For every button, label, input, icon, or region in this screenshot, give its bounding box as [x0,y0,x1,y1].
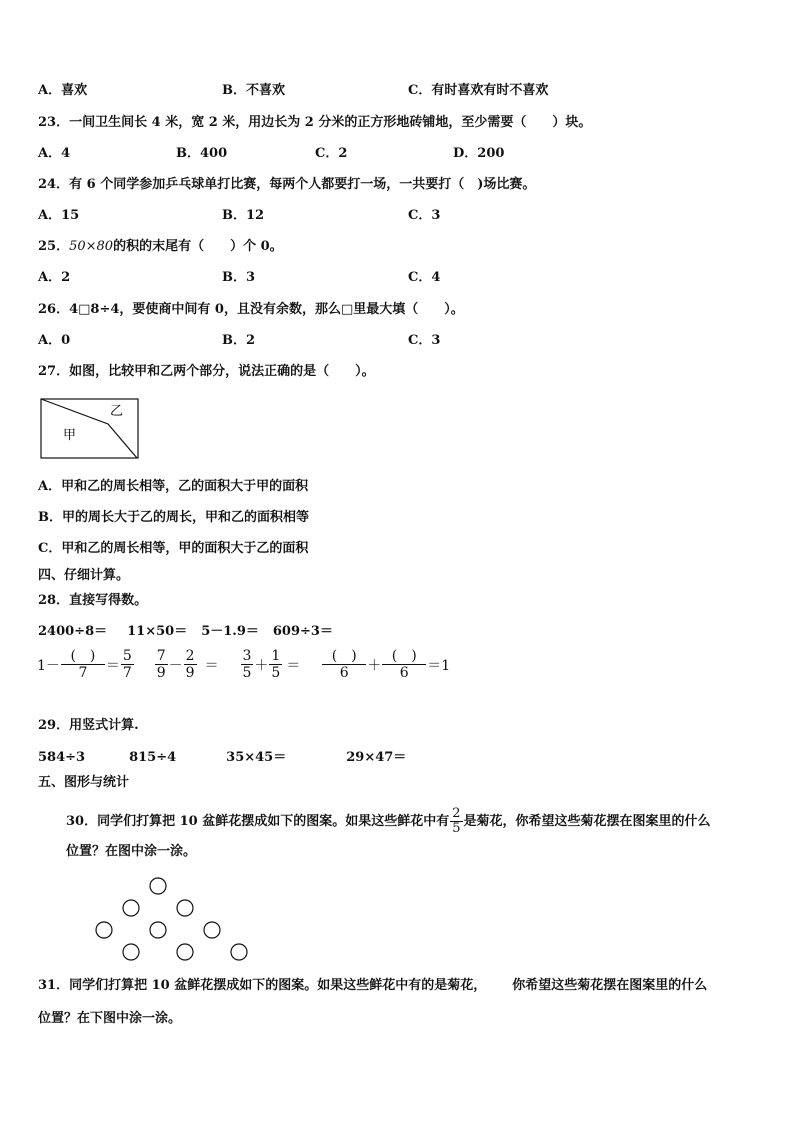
flower-circle[interactable] [96,922,112,938]
denominator: 7 [78,665,88,681]
q30-line2: 位置？在图中涂一涂。 [66,844,197,859]
q28-row2 [36,648,451,681]
q28-e2-eq: ＝ [204,657,219,674]
denominator: 9 [156,665,166,681]
q28-e2-frac1 [155,648,168,681]
numerator: 7 [156,648,166,664]
q29-item: 815÷4 [129,750,177,765]
denominator: 6 [399,665,409,681]
section-4-title: 四、仔细计算。 [38,568,130,583]
q27-option-b: B．甲的周长大于乙的周长，甲和乙的面积相等 [38,510,309,525]
q28-e4-frac2 [382,648,426,681]
q31-part2: 你希望这些菊花摆在图案里的什么 [512,978,708,993]
q28-e1-lead: 1－ [37,657,60,674]
q27-label-yi: 乙 [110,404,124,419]
q23-option-d: D．200 [453,146,505,161]
q28-e3-frac1 [241,648,254,681]
numerator: 5 [122,648,132,664]
flower-circle[interactable] [231,944,247,960]
q23-option-b: B．400 [176,146,228,161]
q25-text [38,239,283,255]
q28-row1-item: 2400÷8＝ [38,624,108,639]
q23-option-a: A．4 [38,146,71,161]
q27-text: 27．如图，比较甲和乙两个部分，说法正确的是（ ）。 [38,364,375,379]
flower-circle[interactable] [177,900,193,916]
q28-e4-eq: ＝1 [427,657,451,674]
q28-e4-op: ＋ [367,657,382,674]
q28-e1-eq: ＝ [105,657,120,674]
q29-row [38,750,406,766]
q25-prefix: 25． [38,239,70,254]
q27-option-a: A．甲和乙的周长相等，乙的面积大于甲的面积 [38,479,309,494]
q24-option-a: A．15 [38,208,80,223]
q28-e2-frac2 [184,648,197,681]
denominator: 5 [452,821,461,836]
q27-rectangle [41,399,138,458]
flower-circle[interactable] [150,922,166,938]
q25-expression: 50×80 [69,239,114,254]
numerator: ( ) [322,648,366,665]
q29-item: 35×45＝ [226,750,287,765]
flower-pattern [88,872,258,964]
q31-part1: 31．同学们打算把 10 盆鲜花摆成如下的图案。如果这些鲜花中有的是菊花， [38,978,487,993]
q28-e3-op: ＋ [254,657,269,674]
q29-text: 29．用竖式计算. [38,718,139,733]
q28-row1-item: 609÷3＝ [272,624,333,639]
q22-option-a: A．喜欢 [38,83,88,98]
section-5-title: 五、图形与统计 [38,775,130,790]
q24-option-b: B．12 [222,208,265,223]
q28-e4-frac1 [322,648,366,681]
q25-suffix: 的积的末尾有（ ）个 0。 [113,239,283,254]
denominator: 6 [339,665,349,681]
q31-line2: 位置？在下图中涂一涂。 [38,1011,182,1026]
q30-prefix: 30．同学们打算把 10 盆鲜花摆成如下的图案。如果这些鲜花中有 [66,814,450,829]
q28-row1-item: 5－1.9＝ [201,624,259,639]
numerator: ( ) [61,648,105,665]
q27-figure [40,398,140,460]
q28-e3-frac2 [269,648,282,681]
q23-text: 23．一间卫生间长 4 米，宽 2 米，用边长为 2 分米的正方形地砖铺地，至少需要（ ）块。 [38,115,592,130]
q26-text: 26．4□8÷4，要使商中间有 0，且没有余数，那么□里最大填（ ）。 [38,302,464,317]
flower-circle[interactable] [177,944,193,960]
flower-circle[interactable] [123,900,139,916]
numerator: 2 [452,806,461,821]
denominator: 9 [185,665,195,681]
q26-option-b: B．2 [222,333,256,348]
q28-text: 28．直接写得数。 [38,593,148,608]
q28-e1-fraction [61,648,105,681]
numerator: 3 [242,648,252,664]
q28-row1-item: 11×50＝ [127,624,188,639]
flower-circle[interactable] [204,922,220,938]
q29-item: 29×47＝ [346,750,407,765]
q28-e2-op: － [168,657,183,674]
numerator: ( ) [382,648,426,665]
q29-item: 584÷3 [38,750,86,765]
q28-row1 [38,624,333,640]
q26-option-a: A．0 [38,333,71,348]
q27-label-jia: 甲 [63,428,77,443]
q23-option-c: C．2 [315,146,348,161]
numerator: 2 [185,648,195,664]
q22-option-c: C．有时喜欢有时不喜欢 [408,83,549,98]
q30-suffix: 是菊花，你希望这些菊花摆在图案里的什么 [463,814,711,829]
q25-option-b: B．3 [222,270,256,285]
q26-option-c: C．3 [408,333,441,348]
q22-option-b: B．不喜欢 [222,83,285,98]
denominator: 5 [271,665,281,681]
flower-circle[interactable] [123,944,139,960]
denominator: 5 [242,665,252,681]
q31-text [38,978,707,994]
q25-option-a: A．2 [38,270,71,285]
q28-e1-result [121,648,134,681]
q27-option-c: C．甲和乙的周长相等，甲的面积大于乙的面积 [38,541,309,556]
q24-option-c: C．3 [408,208,441,223]
flower-circle[interactable] [150,878,166,894]
denominator: 7 [122,665,132,681]
q28-e3-eq: ＝ [286,657,301,674]
q30-fraction [450,807,462,836]
q25-option-c: C．4 [408,270,441,285]
numerator: 1 [271,648,281,664]
q24-text: 24．有 6 个同学参加乒乓球单打比赛，每两个人都要打一场，一共要打（ )场比赛。 [38,177,536,192]
q30-text [66,807,711,836]
